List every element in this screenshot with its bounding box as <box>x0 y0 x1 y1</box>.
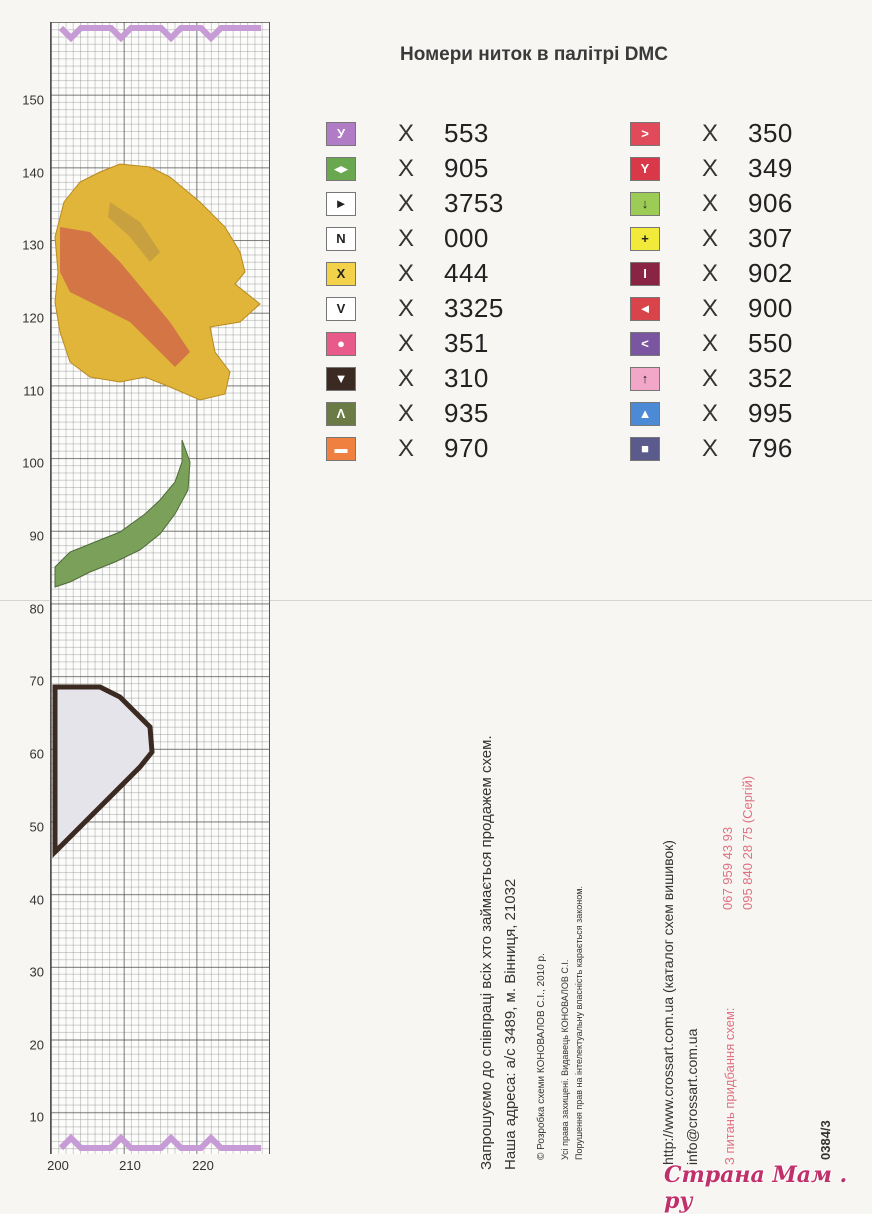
color-swatch: ● <box>326 332 356 356</box>
dmc-code: 350 <box>748 118 793 148</box>
color-swatch: V <box>326 297 356 321</box>
color-swatch: > <box>630 122 660 146</box>
y-tick-label: 120 <box>22 310 44 326</box>
x-tick-label: 210 <box>119 1158 141 1173</box>
dmc-code: 307 <box>748 223 793 253</box>
dmc-code: 351 <box>444 328 489 358</box>
legend-title: Номери ниток в палітрі DMC <box>400 44 668 65</box>
times-symbol: X <box>398 434 415 462</box>
legend-row <box>326 186 566 221</box>
times-symbol: X <box>398 294 415 322</box>
legend-row <box>630 431 870 466</box>
y-tick-label: 30 <box>29 964 44 980</box>
color-swatch: ▲ <box>630 402 660 426</box>
legend-row <box>630 396 870 431</box>
sheet-id: 0384/3 <box>818 1120 833 1160</box>
color-swatch: ◂▸ <box>326 157 356 181</box>
y-tick-label: 60 <box>29 746 44 762</box>
legend-row <box>630 151 870 186</box>
times-symbol: X <box>702 119 719 147</box>
dmc-code: 444 <box>444 258 489 288</box>
y-tick-label: 40 <box>29 892 44 908</box>
legend-row <box>630 256 870 291</box>
color-swatch: X <box>326 262 356 286</box>
stem <box>55 440 190 587</box>
color-swatch: ↑ <box>630 367 660 391</box>
dmc-code: 352 <box>748 363 793 393</box>
dmc-code: 906 <box>748 188 793 218</box>
legend-row <box>326 361 566 396</box>
email-link[interactable]: info@crossart.com.ua <box>684 1028 700 1165</box>
legend-row <box>630 186 870 221</box>
times-symbol: X <box>702 224 719 252</box>
color-swatch: ↓ <box>630 192 660 216</box>
y-tick-label: 10 <box>29 1109 44 1125</box>
y-tick-label: 90 <box>29 528 44 544</box>
address-text: Наша адреса: а/с 3489, м. Вінниця, 21032 <box>502 878 519 1170</box>
y-tick-label: 70 <box>29 673 44 689</box>
times-symbol: X <box>702 364 719 392</box>
legend-row <box>630 361 870 396</box>
legend-row <box>326 116 566 151</box>
dmc-code: 310 <box>444 363 489 393</box>
times-symbol: X <box>702 399 719 427</box>
purchase-label: З питань придбання схем: <box>722 1007 737 1165</box>
dmc-code: 902 <box>748 258 793 288</box>
rights-text-1: Усі права захищені. Видавець КОНОВАЛОВ С.І. <box>560 959 570 1160</box>
pattern-motif <box>50 22 268 1154</box>
color-swatch: Y <box>630 157 660 181</box>
legend-column-left <box>326 116 566 466</box>
color-swatch: N <box>326 227 356 251</box>
bud <box>55 687 152 852</box>
times-symbol: X <box>398 189 415 217</box>
dmc-code: 553 <box>444 118 489 148</box>
times-symbol: X <box>398 364 415 392</box>
y-tick-label: 140 <box>22 165 44 181</box>
legend-row <box>326 256 566 291</box>
color-swatch: ■ <box>630 437 660 461</box>
times-symbol: X <box>702 294 719 322</box>
y-tick-label: 20 <box>29 1037 44 1053</box>
x-axis-labels <box>0 1158 300 1178</box>
times-symbol: X <box>702 259 719 287</box>
cooperation-text: Запрошуємо до співпраці всіх хто займається продажем схем. <box>478 735 495 1170</box>
legend-row <box>630 326 870 361</box>
copyright-text: © Розробка схеми КОНОВАЛОВ С.І., 2010 р. <box>536 953 547 1160</box>
y-tick-label: 80 <box>29 601 44 617</box>
y-tick-label: 130 <box>22 237 44 253</box>
dmc-code: 349 <box>748 153 793 183</box>
times-symbol: X <box>398 119 415 147</box>
times-symbol: X <box>398 224 415 252</box>
y-tick-label: 150 <box>22 92 44 108</box>
dmc-code: 550 <box>748 328 793 358</box>
x-tick-label: 220 <box>192 1158 214 1173</box>
legend-row <box>326 396 566 431</box>
y-tick-label: 100 <box>22 455 44 471</box>
color-swatch: ▬ <box>326 437 356 461</box>
dmc-code: 970 <box>444 433 489 463</box>
website-link[interactable]: http://www.crossart.com.ua (каталог схем вишивок) <box>660 840 676 1165</box>
times-symbol: X <box>398 259 415 287</box>
dmc-code: 995 <box>748 398 793 428</box>
watermark: Страна Мам . ру <box>664 1162 848 1214</box>
y-tick-label: 50 <box>29 819 44 835</box>
dmc-code: 905 <box>444 153 489 183</box>
times-symbol: X <box>398 154 415 182</box>
legend-row <box>326 151 566 186</box>
phone-1: 067 959 43 93 <box>720 826 735 910</box>
dmc-code: 000 <box>444 223 489 253</box>
legend-row <box>630 291 870 326</box>
dmc-code: 935 <box>444 398 489 428</box>
legend-row <box>326 291 566 326</box>
legend-column-right <box>630 116 870 466</box>
color-swatch: Λ <box>326 402 356 426</box>
color-swatch: + <box>630 227 660 251</box>
times-symbol: X <box>398 329 415 357</box>
color-swatch: I <box>630 262 660 286</box>
times-symbol: X <box>702 434 719 462</box>
x-tick-label: 200 <box>47 1158 69 1173</box>
rights-text-2: Порушення прав на інтелектуальну власність карається законом. <box>574 886 584 1160</box>
dmc-code: 3325 <box>444 293 504 323</box>
times-symbol: X <box>702 189 719 217</box>
color-swatch: ◄ <box>630 297 660 321</box>
legend-row <box>326 221 566 256</box>
phone-2: 095 840 28 75 (Сергій) <box>740 775 755 910</box>
color-swatch: У <box>326 122 356 146</box>
color-swatch: ► <box>326 192 356 216</box>
color-swatch: ▼ <box>326 367 356 391</box>
y-tick-label: 110 <box>23 383 44 399</box>
color-swatch: < <box>630 332 660 356</box>
times-symbol: X <box>702 154 719 182</box>
legend-row <box>326 326 566 361</box>
legend-row <box>630 116 870 151</box>
dmc-code: 3753 <box>444 188 504 218</box>
times-symbol: X <box>702 329 719 357</box>
times-symbol: X <box>398 399 415 427</box>
dmc-code: 900 <box>748 293 793 323</box>
fold-line <box>0 600 872 601</box>
legend-row <box>326 431 566 466</box>
dmc-code: 796 <box>748 433 793 463</box>
legend-row <box>630 221 870 256</box>
